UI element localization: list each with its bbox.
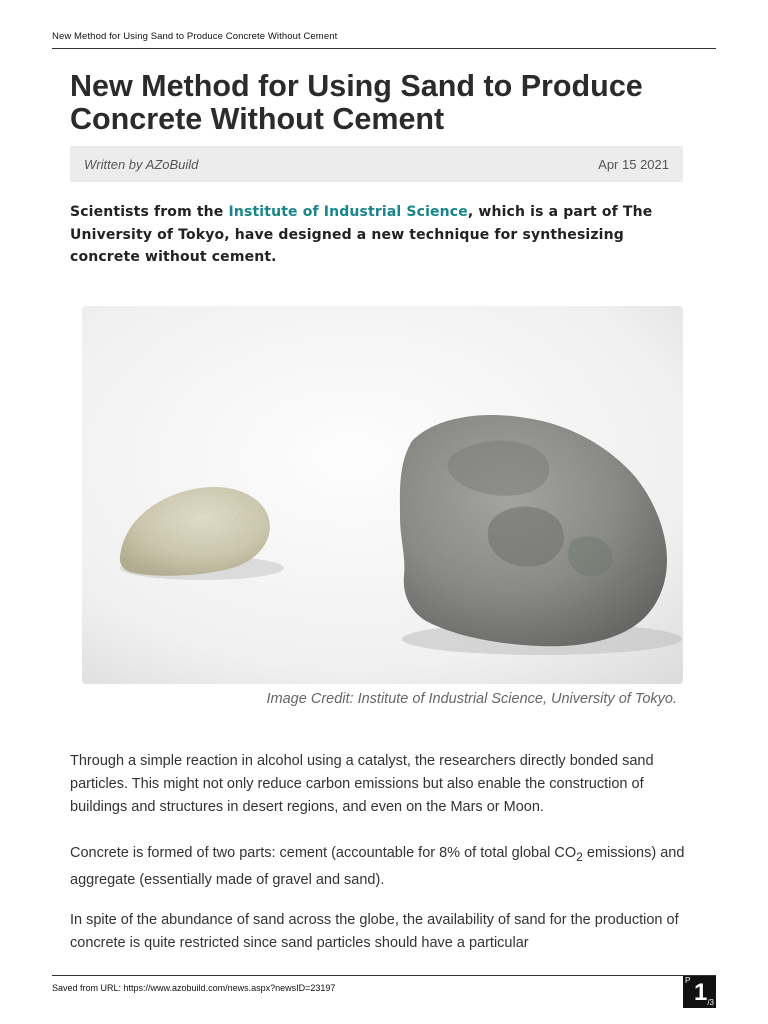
paragraph-2-text-end: emissions) and aggregate (essentially made of gravel and sand). <box>70 845 685 888</box>
institute-link[interactable]: Institute of Industrial Science <box>228 204 468 220</box>
article-title: New Method for Using Sand to Produce Concrete Without Cement <box>70 69 643 136</box>
co2-subscript: 2 <box>576 849 583 864</box>
body-paragraph-3: In spite of the abundance of sand across the globe, the availability of sand for the production of concrete is quite restricted since sand particles should have a particular <box>70 912 679 951</box>
page-letter: P <box>685 976 691 985</box>
footer-divider <box>52 975 716 976</box>
lead-text-start: Scientists from the <box>70 204 229 220</box>
running-header-title: New Method for Using Sand to Produce Concrete Without Cement <box>52 31 338 42</box>
page-total: /3 <box>707 998 714 1007</box>
lead-text-end: , which is a part of The University of Tokyo, have designed a new technique for synthesizing concrete without cement. <box>70 204 653 265</box>
image-caption: Image Credit: Institute of Industrial Science, University of Tokyo. <box>266 691 677 707</box>
byline-author: Written by AZoBuild <box>84 156 199 172</box>
header-divider <box>52 48 716 49</box>
sand-and-concrete-photo <box>82 306 683 684</box>
body-paragraph-1: Through a simple reaction in alcohol using a catalyst, the researchers directly bonded sand particles. This might not only reduce carbon emissions but also enable the construction of buildings and structures in desert regions, and even on the Mars or Moon. <box>70 753 654 815</box>
page-number-badge <box>683 976 716 1008</box>
article-image <box>82 306 683 684</box>
page-number: 1 <box>694 979 708 1006</box>
lead-paragraph <box>70 201 685 269</box>
byline-bar <box>70 146 683 182</box>
saved-from-url: Saved from URL: https://www.azobuild.com/news.aspx?newsID=23197 <box>52 983 336 993</box>
byline-date: Apr 15 2021 <box>598 156 669 172</box>
body-paragraph-2 <box>70 842 690 892</box>
paragraph-2-text-start: Concrete is formed of two parts: cement (accountable for 8% of total global CO <box>70 845 577 861</box>
